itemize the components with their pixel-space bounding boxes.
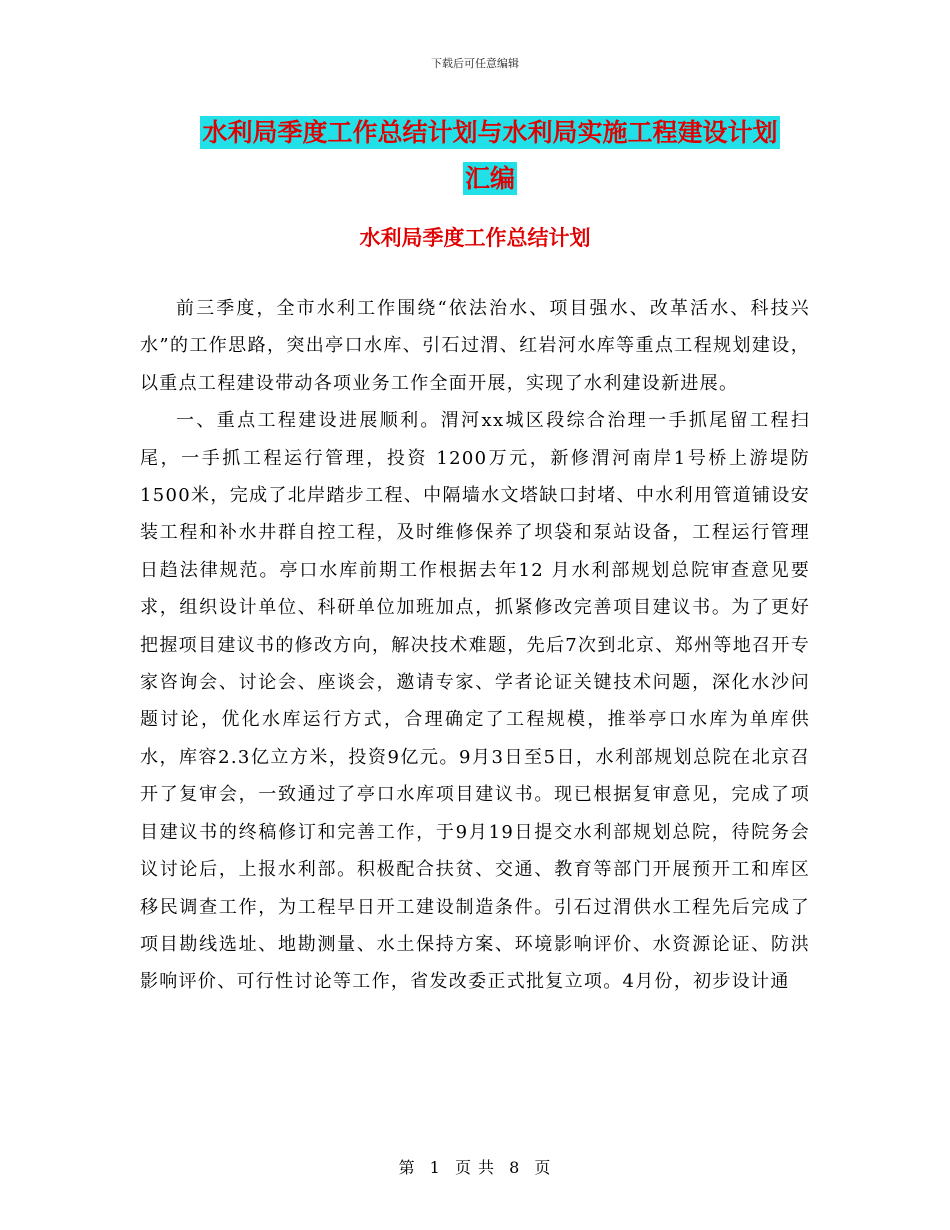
page-number: 1 [429, 1158, 441, 1177]
page-header-note: 下载后可任意编辑 [431, 57, 519, 70]
page-label-suffix: 页 [534, 1158, 552, 1177]
document-title-line1: 水利局季度工作总结计划与水利局实施工程建设计划 [202, 118, 778, 147]
document-title [140, 110, 840, 202]
page-label-prefix: 第 [398, 1158, 416, 1177]
total-pages: 8 [509, 1158, 521, 1177]
body-paragraph: 前三季度，全市水利工作围绕“依法治水、项目强水、改革活水、科技兴水”的工作思路，突出亭口水库、引石过渭、红岩河水库等重点工程规划建设，以重点工程建设带动各项业务工作全面开展，实现了水利建设新进展。 [140, 298, 810, 394]
document-title-line2: 汇编 [464, 164, 515, 193]
page-label-middle: 页 共 [454, 1158, 496, 1177]
section-title: 水利局季度工作总结计划 [359, 226, 591, 250]
page-footer [0, 1155, 950, 1178]
document-body [140, 290, 810, 1001]
body-paragraph: 一、重点工程建设进展顺利。渭河xx城区段综合治理一手抓尾留工程扫尾，一手抓工程运行管理，投资 1200万元，新修渭河南岸1号桥上游堤防1500米，完成了北岸踏步工程、中隔墙水文塔缺口封堵、中水利用管道铺设安装工程和补水井群自控工程，及时维修保养了坝袋和泵站设备，工程运行管理日趋法律规范。亭口水库前期工作根据去年12 月水利部规划总院审查意见要求，组织设计单位、科研单位加班加点，抓紧修改完善项目建议书。为了更好把握项目建议书的修改方向，解决技术难题，先后7次到北京、郑州等地召开专家咨询会、讨论会、座谈会，邀请专家、学者论证关键技术问题，深化水沙问题讨论，优化水库运行方式，合理确定了工程规模，推举亭口水库为单库供水，库容2.3亿立方米，投资9亿元。9月3日至5日，水利部规划总院在北京召开了复审会，一致通过了亭口水库项目建议书。现已根据复审意见，完成了项目建议书的终稿修订和完善工作，于9月19日提交水利部规划总院，待院务会议讨论后，上报水利部。积极配合扶贫、交通、教育等部门开展预开工和库区移民调查工作，为工程早日开工建设制造条件。引石过渭供水工程先后完成了项目勘线选址、地勘测量、水土保持方案、环境影响评价、水资源论证、防洪影响评价、可行性讨论等工作，省发改委正式批复立项。4月份，初步设计通 [140, 410, 810, 993]
